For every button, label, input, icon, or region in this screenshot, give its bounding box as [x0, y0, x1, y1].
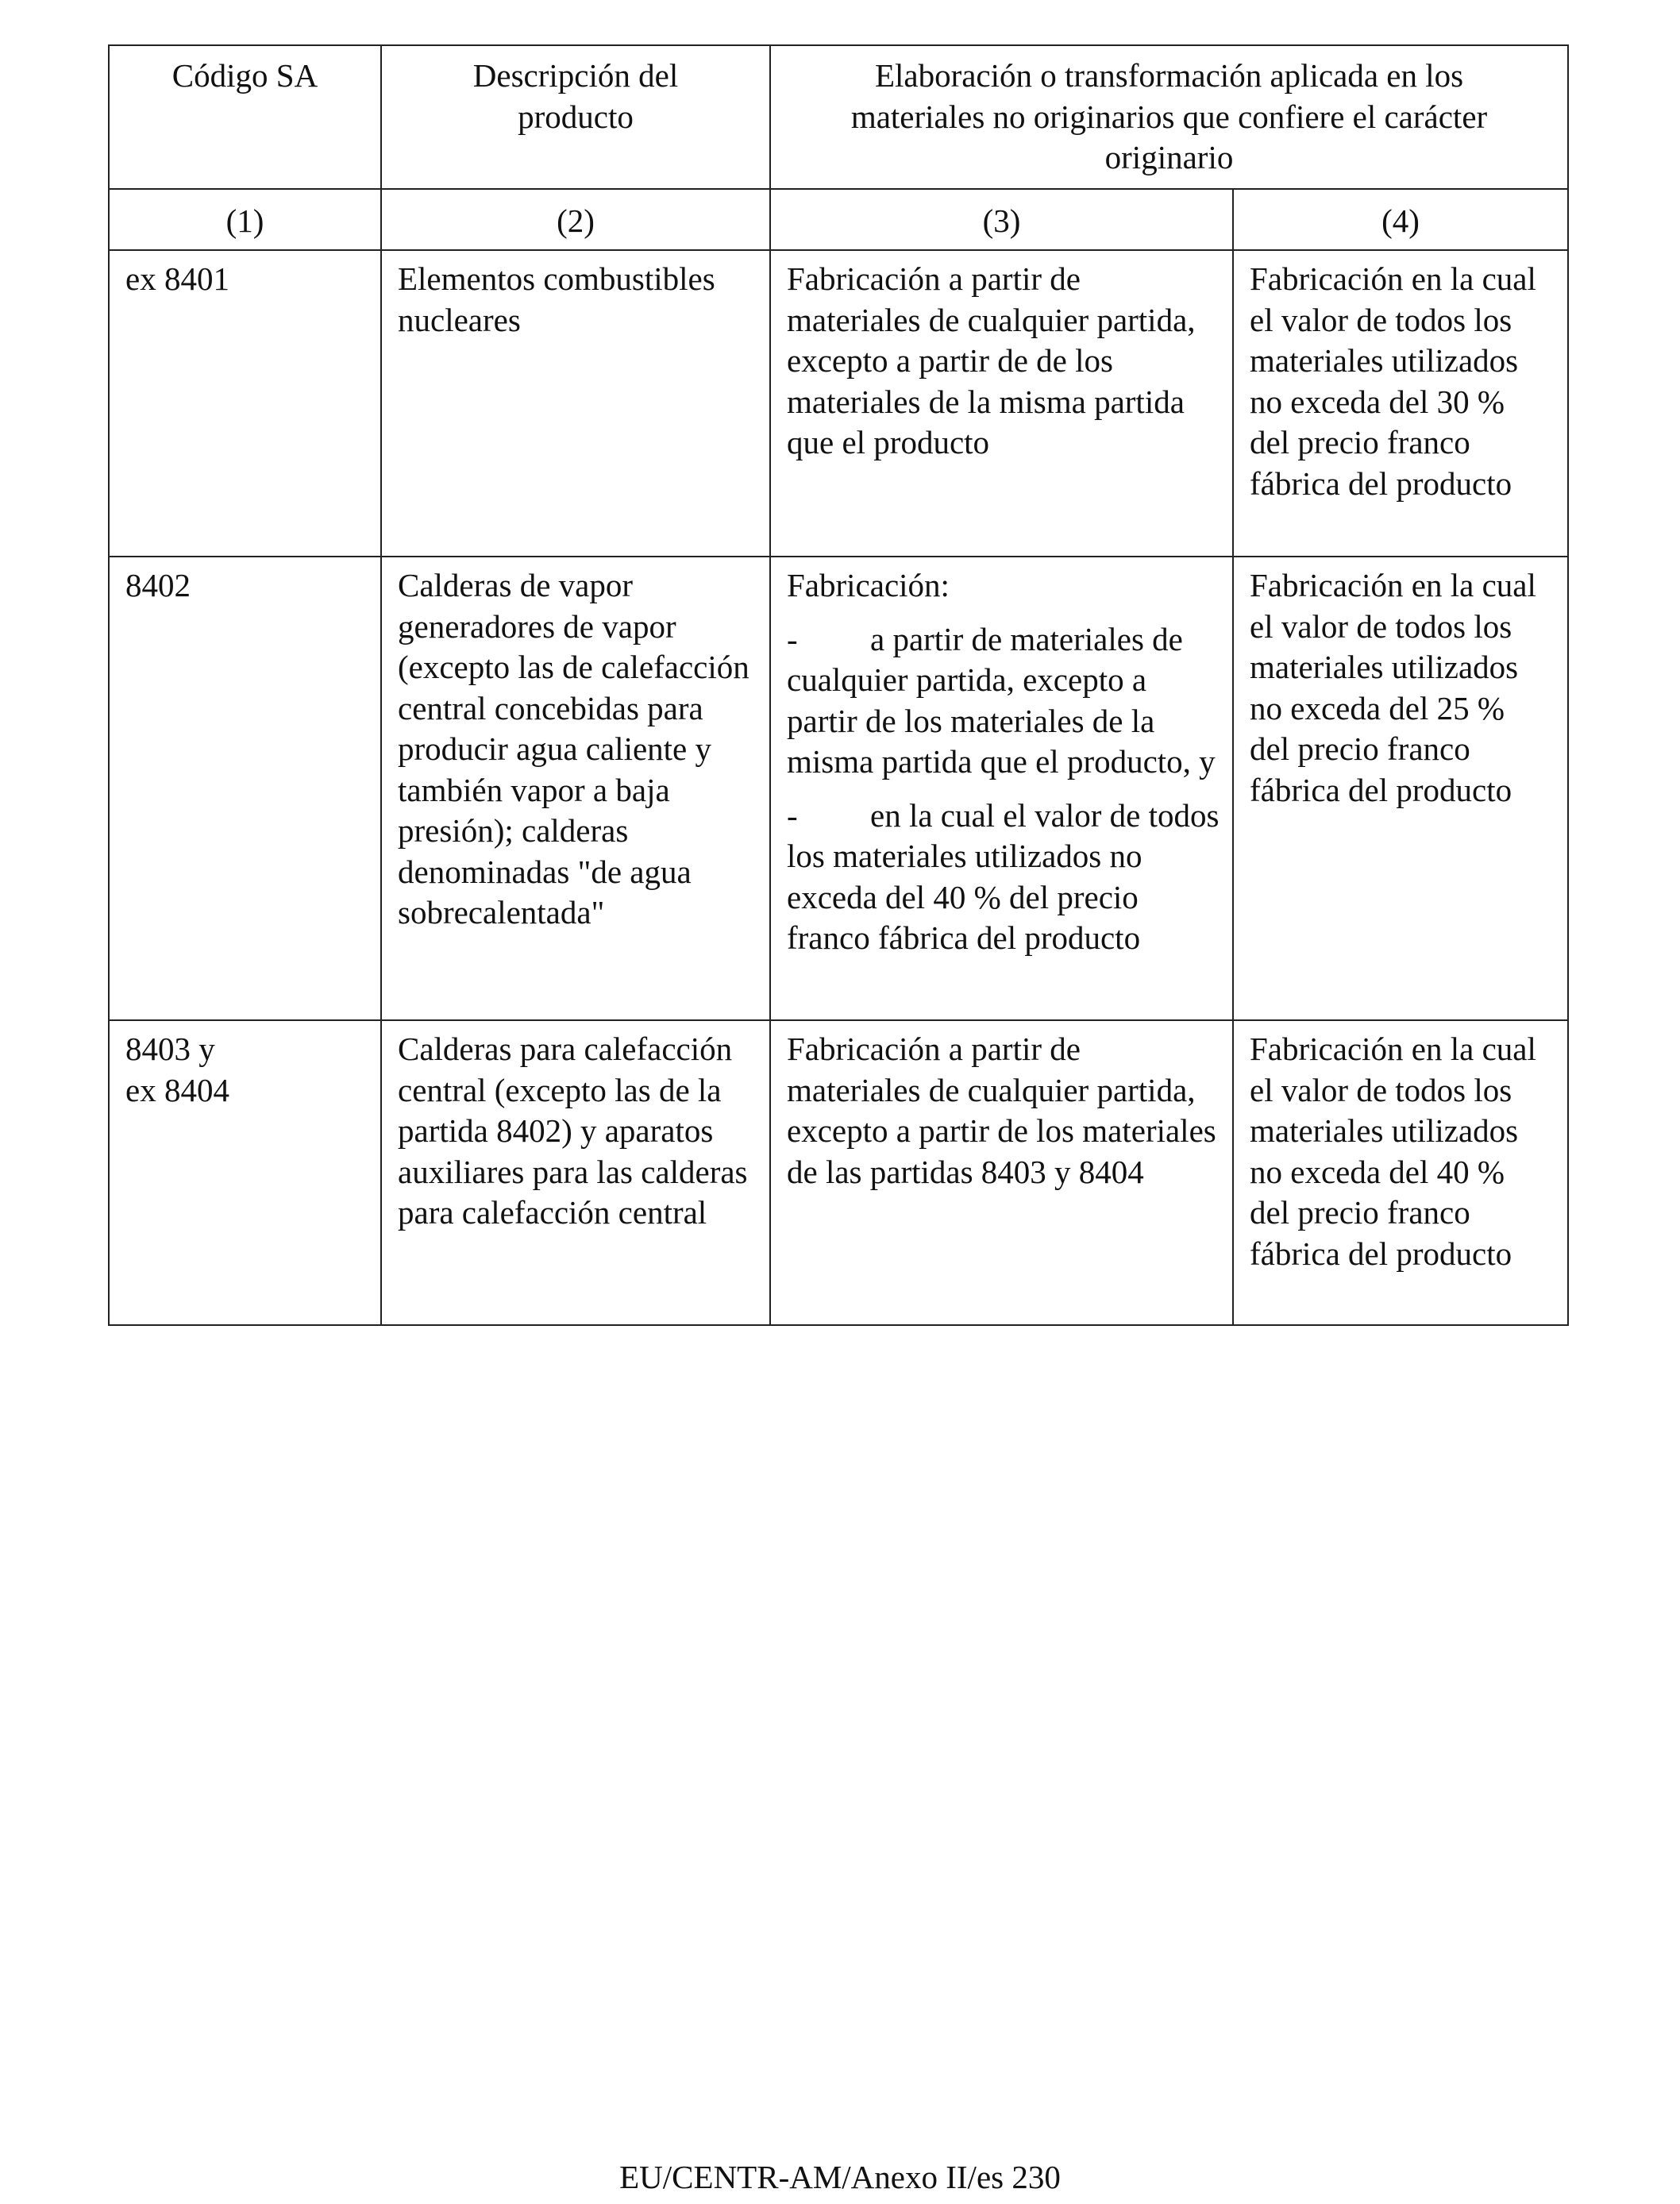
table-row	[109, 1020, 1568, 1325]
hs-code: ex 8401	[125, 260, 229, 297]
processing-condition-item	[787, 796, 1221, 959]
column-number-3: (3)	[770, 189, 1233, 251]
processing-condition-text: en la cual el valor de todos los materiales utilizados no exceda del 40 % del precio franco fábrica del producto	[787, 796, 1220, 956]
header-hs-code: Código SA	[109, 45, 381, 189]
product-description-cell: Elementos combustibles nucleares	[381, 250, 770, 557]
dash-bullet: -	[787, 620, 798, 657]
table-row	[109, 557, 1568, 1020]
header-row	[109, 45, 1568, 189]
processing-condition-item	[787, 619, 1221, 783]
processing-rule-cell: Fabricación a partir de materiales de cualquier partida, excepto a partir de los materiales de las partidas 8403 y 8404	[770, 1020, 1233, 1325]
hs-code: ex 8404	[125, 1071, 229, 1108]
header-product-description: Descripción del producto	[381, 45, 770, 189]
product-description-cell: Calderas de vapor generadores de vapor (excepto las de calefacción central concebidas para producir agua caliente y también vapor a baja presión); calderas denominadas "de agua sobrecalentada"	[381, 557, 770, 1020]
hs-code: 8402	[125, 567, 191, 603]
page-footer: EU/CENTR-AM/Anexo II/es 230	[619, 2159, 1061, 2195]
column-number-1: (1)	[109, 189, 381, 251]
column-number-row	[109, 189, 1568, 251]
column-number-2: (2)	[381, 189, 770, 251]
alternative-rule-cell: Fabricación en la cual el valor de todos los materiales utilizados no exceda del 25 % del precio franco fábrica del producto	[1233, 557, 1568, 1020]
origin-rules-table	[108, 44, 1569, 1326]
processing-condition-text: a partir de materiales de cualquier partida, excepto a partir de los materiales de la misma partida que el producto, y	[787, 620, 1216, 780]
hs-code: 8403 y	[125, 1031, 215, 1067]
alternative-rule-cell: Fabricación en la cual el valor de todos los materiales utilizados no exceda del 30 % del precio franco fábrica del producto	[1233, 250, 1568, 557]
column-number-4: (4)	[1233, 189, 1568, 251]
header-working-processing: Elaboración o transformación aplicada en los materiales no originarios que confiere el carácter originario	[770, 45, 1568, 189]
processing-rule-intro: Fabricación:	[787, 567, 950, 603]
processing-rule-cell	[770, 557, 1233, 1020]
product-description-cell: Calderas para calefacción central (excepto las de la partida 8402) y aparatos auxiliares para las calderas para calefacción central	[381, 1020, 770, 1325]
alternative-rule-cell: Fabricación en la cual el valor de todos los materiales utilizados no exceda del 40 % del precio franco fábrica del producto	[1233, 1020, 1568, 1325]
dash-bullet: -	[787, 796, 798, 834]
hs-code-cell	[109, 250, 381, 557]
processing-rule-cell: Fabricación a partir de materiales de cualquier partida, excepto a partir de de los materiales de la misma partida que el producto	[770, 250, 1233, 557]
table-row	[109, 250, 1568, 557]
hs-code-cell	[109, 557, 381, 1020]
hs-code-cell	[109, 1020, 381, 1325]
